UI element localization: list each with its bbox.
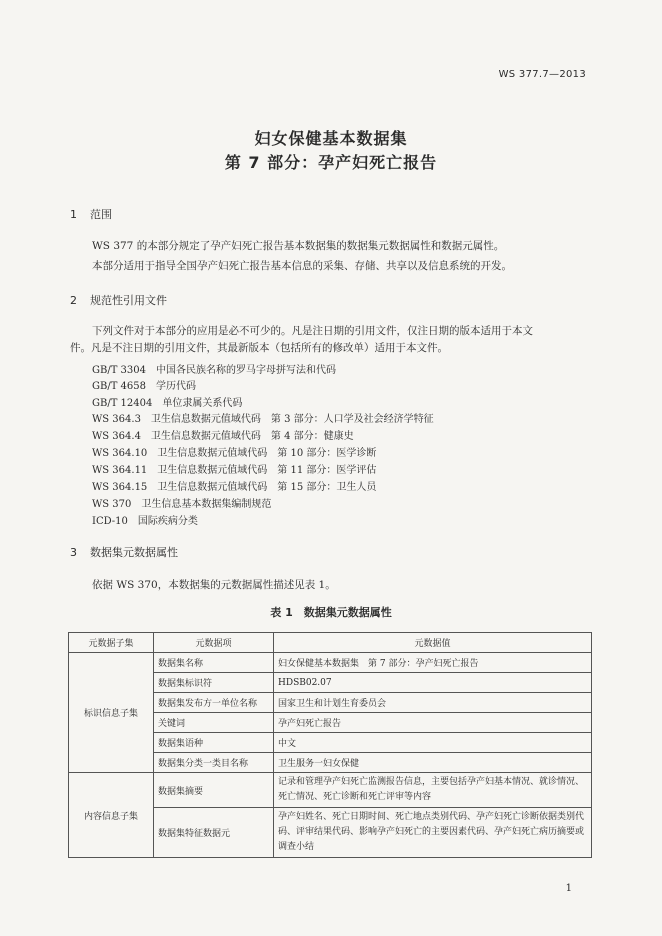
page-number: 1 bbox=[565, 883, 572, 894]
item-cell: 关键词 bbox=[154, 713, 274, 733]
reference-item: WS 370 卫生信息基本数据集编制规范 bbox=[92, 499, 272, 510]
paragraph: 依据 WS 370，本数据集的元数据属性描述见表 1。 bbox=[92, 579, 336, 591]
value-cell: HDSB02.07 bbox=[274, 673, 592, 693]
document-subtitle: 第 7 部分：孕产妇死亡报告 bbox=[224, 153, 438, 172]
reference-item: WS 364.15 卫生信息数据元值域代码 第 15 部分：卫生人员 bbox=[92, 482, 377, 493]
value-cell: 孕产妇姓名、死亡日期时间、死亡地点类别代码、孕产妇死亡诊断依据类别代码、评审结果代码、影响孕产妇死亡的主要因素代码、孕产妇死亡病历摘要或调查小结 bbox=[274, 808, 592, 858]
section-number: 3 bbox=[70, 546, 77, 559]
section-number: 2 bbox=[70, 294, 77, 307]
subset-label: 内容信息子集 bbox=[69, 773, 154, 858]
section-title: 规范性引用文件 bbox=[90, 294, 167, 307]
paragraph: 件。凡是不注日期的引用文件，其最新版本（包括所有的修改单）适用于本文件。 bbox=[70, 342, 448, 354]
section-title: 数据集元数据属性 bbox=[90, 546, 178, 559]
table-header: 元数据值 bbox=[274, 633, 592, 653]
reference-item: WS 364.11 卫生信息数据元值域代码 第 11 部分：医学评估 bbox=[92, 465, 377, 476]
document-title: 妇女保健基本数据集 bbox=[254, 129, 408, 148]
item-cell: 数据集分类一类目名称 bbox=[154, 753, 274, 773]
table-caption: 表 1 数据集元数据属性 bbox=[270, 606, 392, 619]
value-cell: 卫生服务一妇女保健 bbox=[274, 753, 592, 773]
item-cell: 数据集标识符 bbox=[154, 673, 274, 693]
reference-item: ICD-10 国际疾病分类 bbox=[92, 516, 198, 527]
value-cell: 国家卫生和计划生育委员会 bbox=[274, 693, 592, 713]
section-title: 范围 bbox=[90, 208, 112, 221]
section-number: 1 bbox=[70, 208, 77, 221]
reference-item: GB/T 4658 学历代码 bbox=[92, 381, 197, 392]
table-header: 元数据子集 bbox=[69, 633, 154, 653]
paragraph: WS 377 的本部分规定了孕产妇死亡报告基本数据集的数据集元数据属性和数据元属性。 bbox=[92, 240, 505, 252]
reference-item: GB/T 12404 单位隶属关系代码 bbox=[92, 398, 243, 409]
metadata-table bbox=[68, 632, 592, 858]
table-row bbox=[69, 773, 592, 808]
item-cell: 数据集语种 bbox=[154, 733, 274, 753]
item-cell: 数据集发布方一单位名称 bbox=[154, 693, 274, 713]
section-2-heading bbox=[70, 292, 167, 308]
paragraph: 下列文件对于本部分的应用是必不可少的。凡是注日期的引用文件，仅注日期的版本适用于本文 bbox=[92, 325, 533, 337]
standard-number: WS 377.7—2013 bbox=[498, 69, 586, 80]
value-cell: 记录和管理孕产妇死亡监测报告信息，主要包括孕产妇基本情况、就诊情况、死亡情况、死亡诊断和死亡评审等内容 bbox=[274, 773, 592, 808]
paragraph: 本部分适用于指导全国孕产妇死亡报告基本信息的采集、存储、共享以及信息系统的开发。 bbox=[92, 260, 512, 272]
section-3-heading bbox=[70, 544, 178, 560]
reference-item: GB/T 3304 中国各民族名称的罗马字母拼写法和代码 bbox=[92, 365, 337, 376]
table-row bbox=[69, 653, 592, 673]
reference-item: WS 364.3 卫生信息数据元值域代码 第 3 部分：人口学及社会经济学特征 bbox=[92, 414, 434, 425]
value-cell: 妇女保健基本数据集 第 7 部分：孕产妇死亡报告 bbox=[274, 653, 592, 673]
item-cell: 数据集摘要 bbox=[154, 773, 274, 808]
item-cell: 数据集名称 bbox=[154, 653, 274, 673]
subset-label: 标识信息子集 bbox=[69, 653, 154, 773]
value-cell: 孕产妇死亡报告 bbox=[274, 713, 592, 733]
section-1-heading bbox=[70, 206, 112, 222]
value-cell: 中文 bbox=[274, 733, 592, 753]
item-cell: 数据集特征数据元 bbox=[154, 808, 274, 858]
reference-item: WS 364.10 卫生信息数据元值域代码 第 10 部分：医学诊断 bbox=[92, 448, 377, 459]
table-header: 元数据项 bbox=[154, 633, 274, 653]
reference-item: WS 364.4 卫生信息数据元值域代码 第 4 部分：健康史 bbox=[92, 431, 354, 442]
